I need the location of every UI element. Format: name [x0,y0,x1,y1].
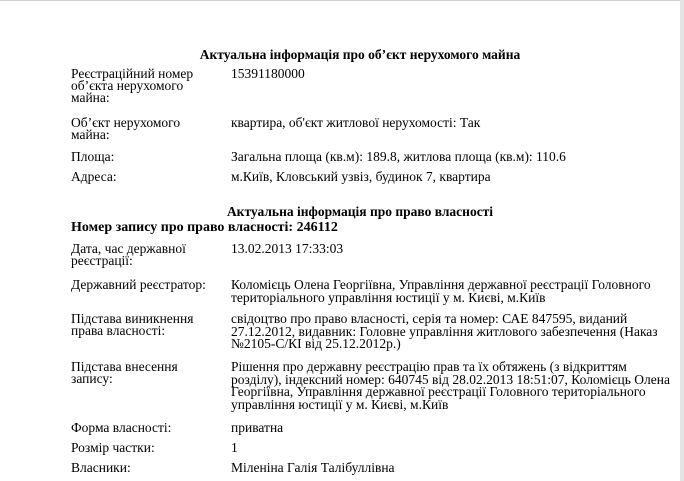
registration-number-label: Реєстраційний номер об’єкта нерухомого майна: [71,66,194,105]
share-size-label: Розмір частки: [71,440,155,455]
address-label: Адреса: [71,169,117,184]
owners-label: Власники: [71,460,131,475]
registration-date-value: 13.02.2013 17:33:03 [231,241,344,256]
page-right-edge [680,0,684,481]
entry-basis-value: Рішення про державну реєстрацію прав та їх обтяжень (з відкриттям розділу), індексний номер: 640745 від 28.02.2013 18:51:07, Коломієць Олена Георгіївна, Управління державної реєстрації Головного територіального управління юстиції у м. Києві, м.Київ [231,359,670,412]
property-object-value: квартира, об'єкт житлової нерухомості: Так [231,115,481,130]
address-value: м.Київ, Кловський узвіз, будинок 7, квартира [231,169,491,184]
ownership-form-value: приватна [231,420,284,435]
registrar-value: Коломієць Олена Георгіївна, Управління державної реєстрації Головного територіального управління юстиції у м. Києві, м.Київ [231,277,651,305]
record-number-heading: Номер запису про право власності: 246112 [71,220,338,235]
ownership-basis-value: свідоцтво про право власності, серія та номер: САЕ 847595, виданий 27.12.2012, видавник: Головне управління житлового забезпечення (Наказ №2105-С/КІ від 25.12.2012р.) [231,311,658,351]
ownership-form-label: Форма власності: [71,420,172,435]
owners-value: Міленіна Галія Талібуллівна [231,460,395,475]
object-section-title: Актуальна інформація про об’єкт нерухомого майна [199,47,521,62]
share-size-value: 1 [231,440,238,455]
registration-date-label: Дата, час державної реєстрації: [71,241,186,268]
registrar-label: Державний реєстратор: [71,277,206,292]
ownership-basis-label: Підстава виникнення права власності: [71,311,194,338]
property-object-label: Об’єкт нерухомого майна: [71,115,181,142]
ownership-section-title: Актуальна інформація про право власності [226,204,494,219]
registration-number-value: 15391180000 [231,66,305,81]
top-border [0,0,684,1]
area-value: Загальна площа (кв.м): 189.8, житлова площа (кв.м): 110.6 [231,149,566,164]
entry-basis-label: Підстава внесення запису: [71,359,178,386]
area-label: Площа: [71,149,115,164]
